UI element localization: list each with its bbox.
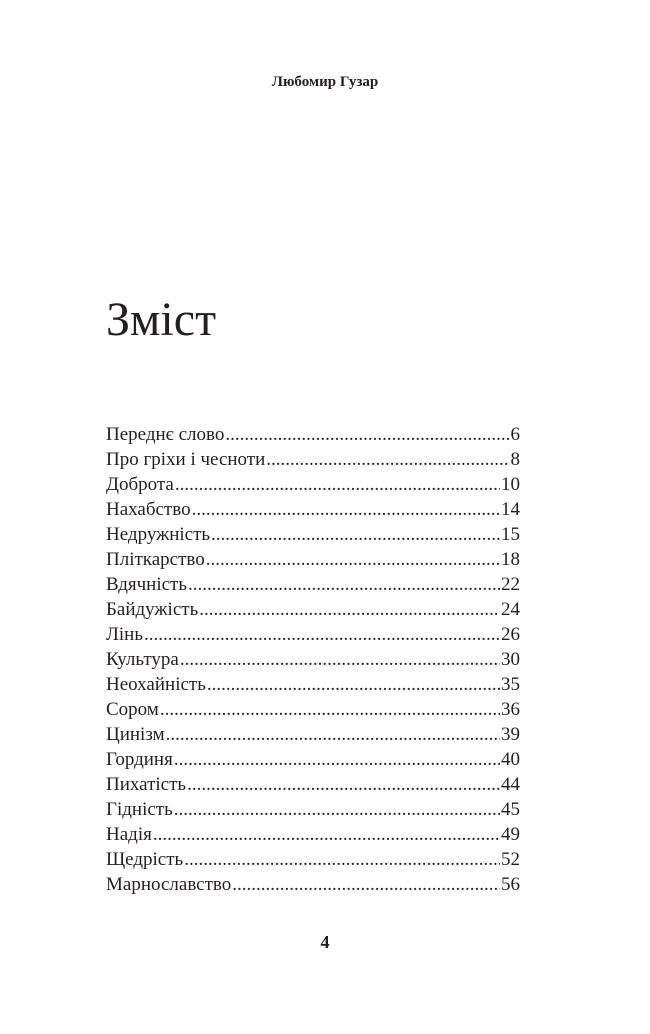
toc-entry[interactable]: [106, 422, 520, 447]
toc-entry[interactable]: [106, 872, 520, 897]
toc-entry-title: Щедрість: [106, 849, 184, 870]
toc-dot-leader: [206, 547, 500, 572]
toc-entry-title: Доброта: [106, 474, 174, 495]
toc-entry-page: 14: [501, 499, 520, 520]
toc-dot-leader: [211, 522, 500, 547]
toc-entry[interactable]: [106, 497, 520, 522]
toc-list: [106, 422, 520, 897]
toc-entry-title: Переднє слово: [106, 424, 225, 445]
toc-entry-page: 30: [501, 649, 520, 670]
toc-entry-title: Пихатість: [106, 774, 187, 795]
toc-dot-leader: [153, 822, 500, 847]
toc-entry-title: Надія: [106, 824, 152, 845]
toc-entry[interactable]: [106, 597, 520, 622]
toc-dot-leader: [174, 747, 500, 772]
toc-entry[interactable]: [106, 747, 520, 772]
toc-entry[interactable]: [106, 772, 520, 797]
toc-dot-leader: [175, 472, 500, 497]
toc-entry-page: 52: [501, 849, 520, 870]
toc-entry[interactable]: [106, 622, 520, 647]
toc-dot-leader: [225, 422, 509, 447]
toc-dot-leader: [232, 872, 500, 897]
toc-dot-leader: [184, 847, 500, 872]
toc-dot-leader: [207, 672, 500, 697]
toc-entry[interactable]: [106, 647, 520, 672]
toc-entry-page: 39: [501, 724, 520, 745]
toc-dot-leader: [180, 647, 500, 672]
toc-entry-page: 26: [501, 624, 520, 645]
toc-entry-title: Неохайність: [106, 674, 206, 695]
running-head-author: Любомир Гузар: [271, 74, 379, 90]
toc-entry-page: 40: [501, 749, 520, 770]
toc-entry[interactable]: [106, 722, 520, 747]
toc-entry-title: Пліткарство: [106, 549, 205, 570]
toc-entry-title: Вдячність: [106, 574, 188, 595]
toc-entry-title: Байдужість: [106, 599, 199, 620]
toc-entry[interactable]: [106, 472, 520, 497]
toc-entry-title: Недружність: [106, 524, 211, 545]
toc-dot-leader: [266, 447, 509, 472]
page-number: 4: [320, 932, 330, 952]
toc-entry-title: Марнославство: [106, 874, 232, 895]
toc-entry-title: Сором: [106, 699, 159, 720]
toc-entry-page: 44: [501, 774, 520, 795]
toc-entry-title: Лінь: [106, 624, 143, 645]
toc-entry-page: 35: [501, 674, 520, 695]
toc-entry-page: 8: [510, 449, 520, 470]
toc-dot-leader: [166, 722, 500, 747]
toc-entry-title: Про гріхи і чесноти: [106, 449, 266, 470]
toc-entry-title: Цинізм: [106, 724, 165, 745]
toc-entry[interactable]: [106, 447, 520, 472]
toc-dot-leader: [187, 772, 500, 797]
toc-entry-page: 36: [501, 699, 520, 720]
toc-entry-page: 6: [510, 424, 520, 445]
toc-entry-page: 18: [501, 549, 520, 570]
toc-entry[interactable]: [106, 822, 520, 847]
toc-entry-title: Гординя: [106, 749, 173, 770]
toc-entry-page: 45: [501, 799, 520, 820]
toc-entry-page: 15: [501, 524, 520, 545]
toc-dot-leader: [188, 572, 500, 597]
toc-entry-page: 10: [501, 474, 520, 495]
toc-heading: Зміст: [106, 293, 217, 346]
toc-dot-leader: [199, 597, 500, 622]
toc-dot-leader: [192, 497, 500, 522]
toc-entry[interactable]: [106, 572, 520, 597]
toc-entry[interactable]: [106, 797, 520, 822]
toc-entry[interactable]: [106, 847, 520, 872]
toc-entry-page: 24: [501, 599, 520, 620]
toc-entry[interactable]: [106, 522, 520, 547]
toc-entry[interactable]: [106, 672, 520, 697]
toc-entry-page: 56: [501, 874, 520, 895]
toc-entry[interactable]: [106, 697, 520, 722]
toc-entry-title: Гідність: [106, 799, 173, 820]
toc-entry[interactable]: [106, 547, 520, 572]
toc-entry-title: Нахабство: [106, 499, 191, 520]
toc-dot-leader: [144, 622, 500, 647]
toc-dot-leader: [160, 697, 500, 722]
toc-entry-page: 49: [501, 824, 520, 845]
toc-entry-title: Культура: [106, 649, 179, 670]
toc-dot-leader: [174, 797, 500, 822]
toc-entry-page: 22: [501, 574, 520, 595]
